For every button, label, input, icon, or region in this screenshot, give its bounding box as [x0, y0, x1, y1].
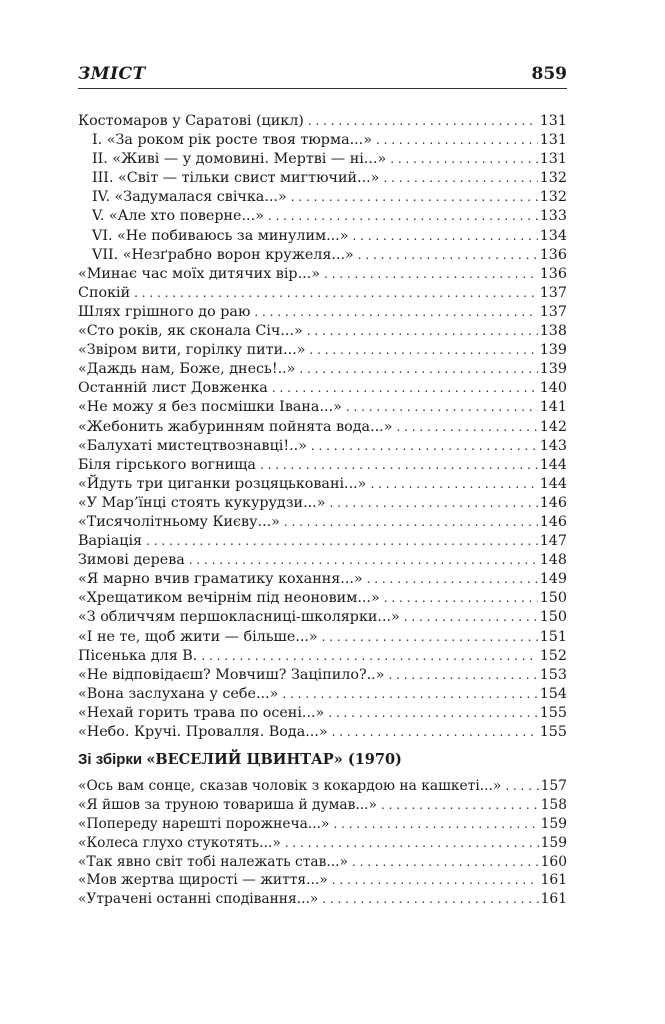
toc-entry-page: 137 — [539, 284, 567, 301]
dot-leader — [332, 871, 539, 890]
section-heading — [78, 751, 402, 768]
section-prefix: Зі збірки — [78, 751, 147, 768]
toc-entry-page: 157 — [540, 778, 567, 794]
dot-leader — [352, 853, 539, 872]
toc-entry-title: «Я марно вчив граматику кохання...» — [78, 571, 363, 588]
toc-entry — [78, 494, 567, 513]
toc-entry-title: Пісенька для В. — [78, 647, 198, 664]
toc-entry — [78, 589, 567, 608]
toc-entry-title: VII. «Незґрабно ворон кружеля...» — [92, 246, 354, 263]
toc-entry-title: «Даждь нам, Боже, днесь!..» — [78, 361, 296, 378]
toc-entry-title: «Сто років, як сконала Січ...» — [78, 323, 303, 340]
toc-entry-page: 131 — [539, 132, 567, 149]
toc-entry — [78, 284, 567, 303]
toc-entry-title: Зимові дерева — [78, 552, 185, 569]
dot-leader — [388, 666, 537, 685]
dot-leader — [383, 169, 537, 188]
toc-entry — [78, 815, 567, 834]
toc-entry — [78, 322, 567, 341]
toc-entry — [78, 227, 567, 246]
toc-entry-page: 154 — [539, 685, 567, 702]
toc-entry-page: 147 — [539, 533, 567, 550]
dot-leader — [324, 265, 538, 284]
toc-entry — [78, 890, 567, 909]
dot-leader — [291, 188, 538, 207]
toc-entry-page: 159 — [540, 815, 567, 832]
toc-entry-page: 152 — [539, 647, 567, 664]
toc-entry-page: 137 — [539, 303, 567, 320]
toc-entry-title: «Попереду нарешті порожнеча...» — [78, 815, 330, 832]
toc-entry — [78, 207, 567, 226]
toc-entry-page: 158 — [540, 796, 567, 813]
dot-leader — [367, 570, 538, 589]
toc-entry — [78, 551, 567, 570]
toc-entry-title: «З обличчям першокласниці-школярки...» — [78, 609, 400, 626]
toc-entry — [78, 246, 567, 265]
toc-entry-page: 139 — [539, 361, 567, 378]
toc-entry-title: «Утрачені останні сподівання...» — [78, 891, 319, 908]
toc-entry-title: «Небо. Кручі. Провалля. Вода...» — [78, 724, 328, 740]
dot-leader — [299, 360, 537, 379]
toc-entry-title: «Колеса глухо стукотять...» — [78, 834, 281, 851]
toc-entry — [78, 398, 567, 417]
toc-entry — [78, 303, 567, 322]
toc-entry-page: 149 — [539, 571, 567, 588]
dot-leader — [384, 589, 538, 608]
toc-entry-title: «Йдуть три циганки розцяцьковані...» — [78, 475, 367, 492]
dot-leader — [390, 150, 537, 169]
toc-entry-title: «Мов жертва щирості — життя...» — [78, 872, 328, 889]
toc-entry — [78, 647, 567, 666]
dot-leader — [322, 628, 538, 647]
toc-entry — [78, 188, 567, 207]
toc-entry — [78, 796, 567, 815]
dot-leader — [307, 322, 538, 341]
toc-entry-page: 136 — [539, 246, 567, 263]
running-header — [78, 62, 567, 89]
toc-entry-title: «Ось вам сонце, сказав чоловік з кокардою на кашкеті...» — [78, 778, 502, 794]
toc-entry-page: 138 — [539, 323, 567, 340]
dot-leader — [332, 723, 538, 742]
toc-entry-title: «Хрещатиком вечірнім під неоновим...» — [78, 590, 380, 607]
toc-entry-title: «Так явно світ тобі належать став...» — [78, 853, 348, 870]
toc-entry-page: 155 — [539, 704, 567, 721]
toc-entry — [78, 532, 567, 551]
toc-entry — [78, 666, 567, 685]
toc-entry-page: 160 — [540, 853, 567, 870]
dot-leader — [346, 398, 538, 417]
toc-entry-page: 139 — [539, 342, 567, 359]
toc-entry — [78, 628, 567, 647]
toc-entry — [78, 777, 567, 796]
toc-entry-title: «І не те, щоб жити — більше...» — [78, 628, 318, 645]
toc-entry — [78, 685, 567, 704]
toc-entry-page: 151 — [539, 628, 567, 645]
header-page-number: 859 — [531, 64, 567, 84]
toc-entry-page: 131 — [539, 151, 567, 168]
toc-entry-page: 155 — [539, 724, 567, 740]
toc-entry — [78, 570, 567, 589]
toc-entry-title: III. «Світ — тільки свист мигтючий...» — [92, 170, 380, 187]
toc-entry-page: 148 — [539, 552, 567, 569]
dot-leader — [333, 815, 538, 834]
dot-leader — [189, 551, 538, 570]
toc-entry-title: V. «Але хто поверне...» — [92, 208, 264, 225]
dot-leader — [282, 685, 537, 704]
toc-entry-page: 144 — [539, 456, 567, 473]
dot-leader — [260, 456, 538, 475]
dot-leader — [358, 246, 538, 265]
toc-entry — [78, 112, 567, 131]
toc-entry-page: 153 — [539, 666, 567, 683]
dot-leader — [370, 475, 537, 494]
dot-leader — [329, 494, 537, 513]
toc-entry — [78, 853, 567, 872]
dot-leader — [309, 341, 537, 360]
toc-entry-title: «Минає час моїх дитячих вір...» — [78, 265, 320, 282]
toc-entry-title: Варіація — [78, 533, 143, 550]
toc-entry — [78, 704, 567, 723]
toc-entry-page: 161 — [540, 891, 567, 908]
toc-entry-title: «Звіром вити, горілку пити...» — [78, 342, 306, 359]
toc-entry-page: 144 — [539, 475, 567, 492]
toc-entry-title: «Жебонить жабуринням пойнята вода...» — [78, 418, 393, 435]
toc-entry-title: «Вона заслухана у себе...» — [78, 685, 279, 702]
dot-leader — [284, 513, 538, 532]
dot-leader — [381, 796, 539, 815]
dot-leader — [272, 379, 538, 398]
toc-entry-page: 150 — [539, 609, 567, 626]
toc-entry-page: 161 — [540, 872, 567, 889]
toc-entry — [78, 360, 567, 379]
toc-entry-page: 142 — [539, 418, 567, 435]
toc-entry-page: 134 — [539, 227, 567, 244]
toc-entry — [78, 834, 567, 853]
toc-entry — [78, 456, 567, 475]
toc-entry — [78, 608, 567, 627]
toc-entry-page: 143 — [539, 437, 567, 454]
toc-entry-page: 140 — [539, 380, 567, 397]
dot-leader — [352, 227, 537, 246]
toc-entry-title: «Не можу я без посмішки Івана...» — [78, 399, 342, 416]
dot-leader — [201, 647, 537, 666]
toc-entry-title: Останній лист Довженка — [78, 380, 268, 397]
toc-entry-title: Біля гірського вогнища — [78, 456, 256, 473]
toc-entry-title: «Нехай горить трава по осені...» — [78, 704, 325, 721]
header-title: ЗМІСТ — [78, 64, 146, 84]
section-year: (1970) — [342, 751, 402, 768]
toc-entry-title: «Я йшов за труною товариша й думав...» — [78, 796, 377, 813]
toc-entry-title: IV. «Задумалася свічка...» — [92, 189, 287, 206]
toc-entry — [78, 265, 567, 284]
toc-entry-page: 133 — [539, 208, 567, 225]
toc-entry — [78, 341, 567, 360]
dot-leader — [254, 303, 537, 322]
dot-leader — [376, 131, 538, 150]
dot-leader — [404, 608, 538, 627]
toc-entry-page: 141 — [539, 399, 567, 416]
toc-entry-page: 146 — [539, 513, 567, 530]
dot-leader — [322, 890, 538, 909]
toc-entry-title: Спокій — [78, 284, 131, 301]
toc-entry-title: «Тисячолітньому Києву...» — [78, 513, 280, 530]
dot-leader — [396, 418, 537, 437]
toc-entry-title: VI. «Не побиваюсь за минулим...» — [92, 227, 349, 244]
toc-entry-title: «Балухаті мистецтвознавці!..» — [78, 437, 307, 454]
toc-entry-page: 146 — [539, 494, 567, 511]
toc-entry-title: Шлях грішного до раю — [78, 303, 251, 320]
toc-list — [78, 112, 567, 742]
toc-entry — [78, 871, 567, 890]
toc-entry — [78, 437, 567, 456]
toc-entry-page: 132 — [539, 189, 567, 206]
dot-leader — [328, 704, 537, 723]
toc-entry-title: Костомаров у Саратові (цикл) — [78, 113, 304, 129]
section-collection-name: «ВЕСЕЛИЙ ЦВИНТАР» — [146, 751, 343, 768]
toc-entry-title: I. «За роком рік росте твоя тюрма...» — [92, 132, 372, 149]
section-toc-list — [78, 777, 567, 909]
toc-entry-page: 131 — [539, 113, 567, 129]
toc-entry-title: «У Мар’їнці стоять кукурудзи...» — [78, 494, 326, 511]
toc-entry — [78, 723, 567, 742]
toc-entry — [78, 169, 567, 188]
toc-entry-page: 136 — [539, 265, 567, 282]
toc-entry-page: 150 — [539, 590, 567, 607]
toc-entry — [78, 418, 567, 437]
toc-entry-page: 132 — [539, 170, 567, 187]
toc-entry — [78, 513, 567, 532]
dot-leader — [311, 437, 538, 456]
dot-leader — [268, 207, 538, 226]
toc-entry — [78, 150, 567, 169]
toc-entry-title: II. «Живі — у домовині. Мертві — ні...» — [92, 151, 387, 168]
toc-entry-title: «Не відповідаєш? Мовчиш? Заціпило?..» — [78, 666, 385, 683]
dot-leader — [285, 834, 539, 853]
dot-leader — [308, 112, 538, 131]
dot-leader — [134, 284, 538, 303]
dot-leader — [146, 532, 538, 551]
toc-entry — [78, 379, 567, 398]
toc-entry-page: 159 — [540, 834, 567, 851]
dot-leader — [505, 777, 538, 796]
toc-entry — [78, 475, 567, 494]
toc-entry — [78, 131, 567, 150]
